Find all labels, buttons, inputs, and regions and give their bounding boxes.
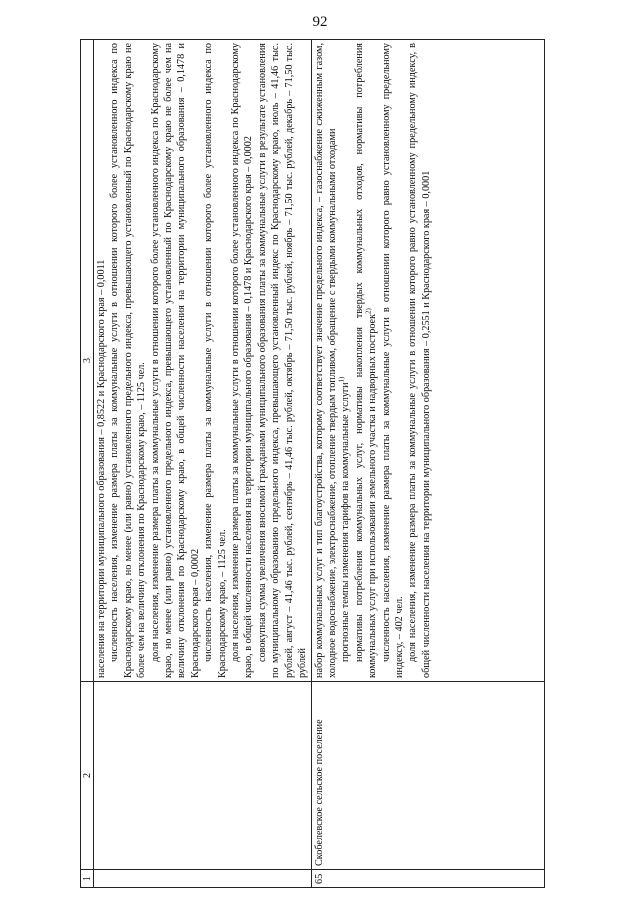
- page-number: 92: [312, 14, 328, 30]
- indicator-paragraph: численность населения, изменение размера платы за коммунальные услуги в отношении которого более установленного индекса по Краснодарскому краю, – 1125 чел.: [203, 43, 228, 678]
- settlement-cell: Скобелевское сельское поселение: [311, 682, 545, 870]
- table-row-continued: [94, 40, 312, 888]
- footnote-mark: 2): [364, 308, 373, 314]
- data-table: [80, 39, 545, 888]
- norms-text: нормативы потребления коммунальных услуг, нормативы накопления твердых коммунальных отходов, нормативы потребления коммунальных услуг при использовании земельного участка и надворных построек: [353, 43, 379, 678]
- indicator-paragraph: населения на территории муниципального образования – 0,8522 и Краснодарского края – 0,0011: [96, 259, 107, 678]
- indicator-paragraph: численность населения, изменение размера платы за коммунальные услуги в отношении которого равно установленному предельному индексу, – 402 чел.: [380, 43, 405, 678]
- indicator-paragraph: совокупная сумма увеличения вносимой гражданами муниципального образования платы за коммунальные услуги в результате установления по муниципальному образованию предельного индекса, превышающего установленный индекс по Краснодарскому краю, июль – 41,46 тыс. рублей, август – 41,46 тыс. рублей, сентябрь – 41,46 тыс. рублей, октябрь – 71,50 тыс. рублей, ноябрь – 71,50 тыс. рублей, декабрь – 71,50 тыс. рублей: [256, 43, 309, 678]
- table-row-65: [311, 40, 545, 888]
- indicator-paragraph: [353, 43, 380, 678]
- indicator-paragraph: набор коммунальных услуг и тип благоустройства, которому соответствует значение предельного индекса, – газоснабжение сжиженным газом, холодное водоснабжение, электроснабжение, отопление твердым топливом, обращение с твердыми коммунальными отходами: [313, 43, 338, 678]
- indicator-paragraph: доля населения, изменение размера платы за коммунальные услуги в отношении которого более установленного индекса по Краснодарскому краю, в общей численности населения на территории муниципального образования – 0,1478 и Краснодарского края – 0,0002: [230, 43, 255, 678]
- settlement-cell: [94, 682, 312, 870]
- forecast-text: прогнозные темпы изменения тарифов на коммунальные услуги: [340, 382, 352, 662]
- indicator-paragraph: доля населения, изменение размера платы за коммунальные услуги в отношении которого равно установленному предельному индексу, в общей численности населения на территории муниципального образования – 0,2551 и Краснодарского края – 0,0001: [407, 43, 432, 678]
- indicator-paragraph: численность населения, изменение размера платы за коммунальные услуги в отношении которого более установленного индекса по Краснодарскому краю, но менее (или равно) установленного предельного индекса, превышающего установленный по Краснодарскому краю не более чем на величину отклонения по Краснодарскому краю, – 1125 чел.: [109, 43, 148, 678]
- footnote-mark: 1): [337, 376, 346, 383]
- row-number-cell: [94, 870, 312, 888]
- header-col-2: 2: [81, 682, 94, 870]
- indicators-cell: [94, 40, 312, 682]
- rotated-table-wrapper: [80, 40, 545, 888]
- indicators-cell: [311, 40, 545, 682]
- header-row: [81, 40, 94, 888]
- row-number-cell: 65: [311, 870, 545, 888]
- header-col-3: 3: [81, 40, 94, 682]
- indicator-paragraph: доля населения, изменение размера платы за коммунальные услуги в отношении которого более установленного индекса по Краснодарскому краю, но менее (или равно) установленного предельного индекса, превышающего установленный по Краснодарскому краю не более чем на величину отклонения по Краснодарскому краю, в общей численности населения на территории муниципального образования – 0,1478 и Краснодарского края – 0,0002: [149, 43, 201, 678]
- header-col-1: 1: [81, 870, 94, 888]
- indicator-paragraph: [339, 43, 352, 678]
